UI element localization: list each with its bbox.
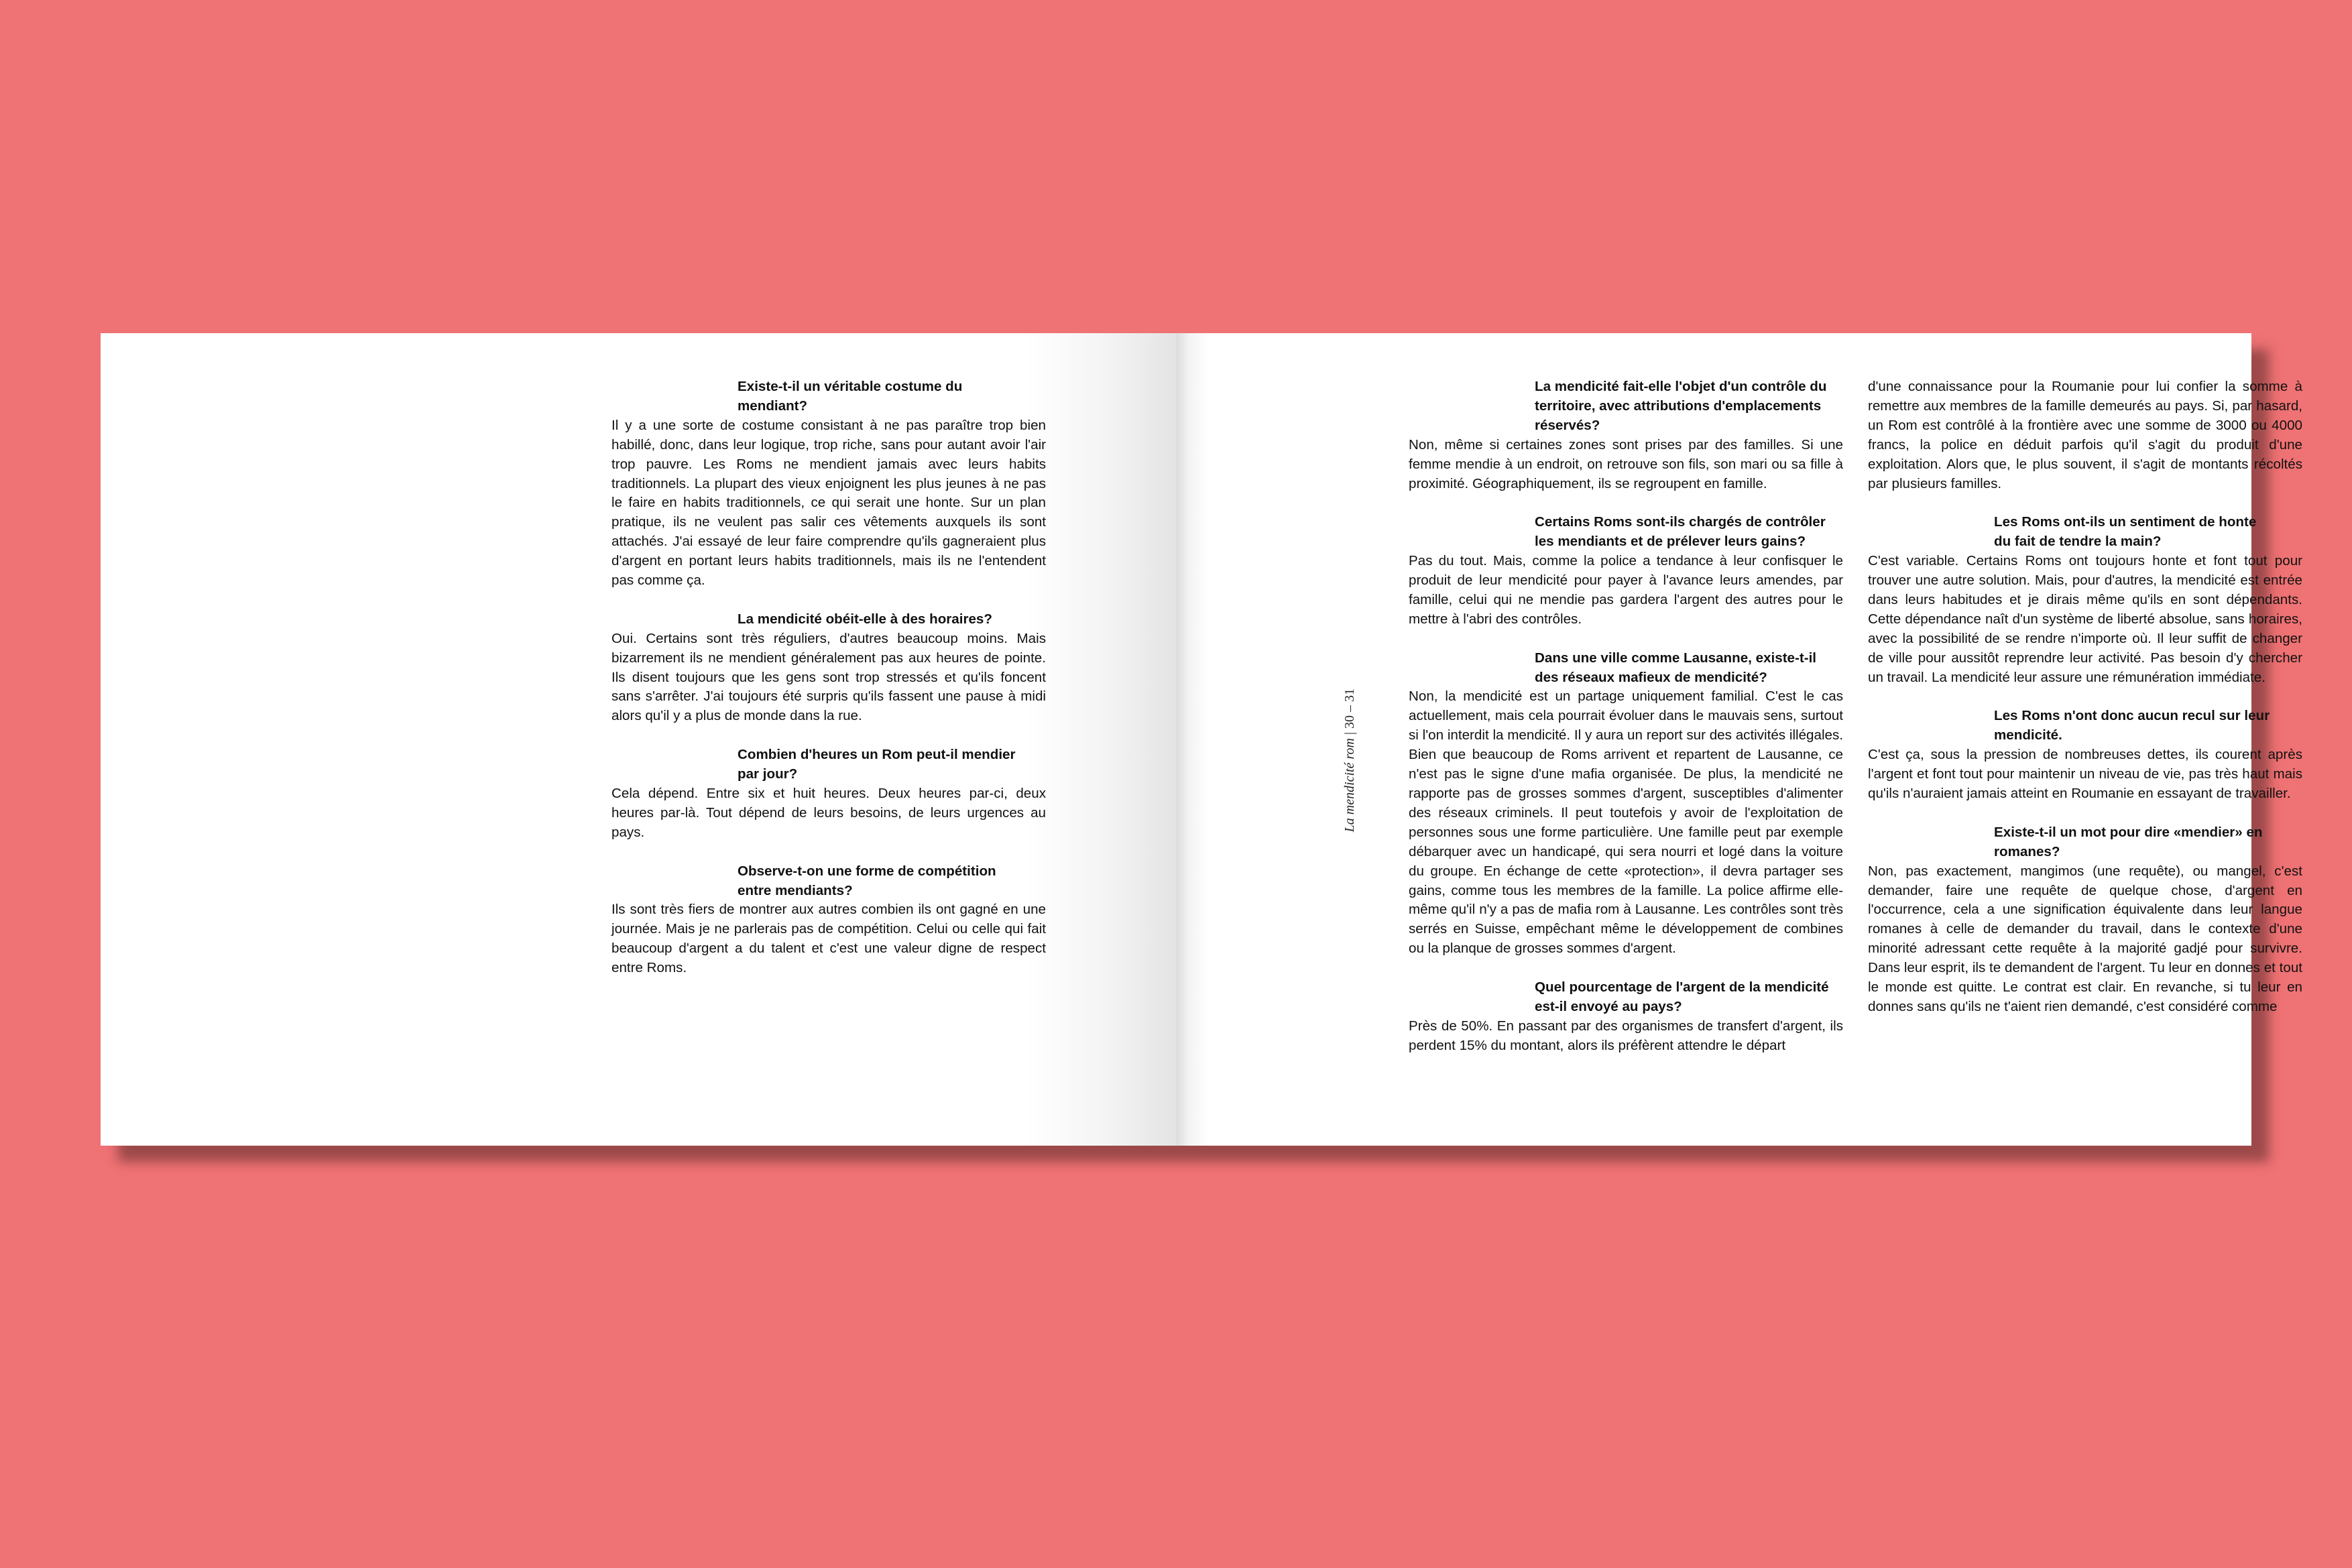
right-page: [1176, 333, 2302, 1146]
answer-paragraph: C'est variable. Certains Roms ont toujours honte et font tout pour trouver une autre solution. Mais, pour d'autres, la mendicité est entrée dans leurs habitudes et je dirais même qu'ils en sont dépendants. Cette dépendance naît d'un système de liberté absolue, sans horaires, avec la possibilité de se rendre n'importe où. Il leur suffit de changer de ville pour aussitôt reprendre leur activité. Pas besoin d'y chercher un travail. La mendicité leur assure une rémunération immédiate.: [1868, 553, 2302, 685]
question-heading: Existe-t-il un véritable costume du mendiant?: [738, 379, 963, 414]
question-heading: La mendicité fait-elle l'objet d'un contrôle du territoire, avec attributions d'emplacements réservés?: [1535, 379, 1827, 433]
running-title: La mendicité rom: [1342, 738, 1357, 833]
question-heading: Quel pourcentage de l'argent de la mendicité est-il envoyé au pays?: [1535, 979, 1829, 1014]
answer-paragraph: d'une connaissance pour la Roumanie pour lui confier la somme à remettre aux membres de la famille demeurés au pays. Si, par hasard, un Rom est contrôlé à la frontière avec une somme de 3000 ou 4000 francs, la police en déduit parfois qu'il s'agit du produit d'une exploitation. Alors que, le plus souvent, il s'agit de montants récoltés par plusieurs familles.: [1868, 379, 2302, 491]
answer-paragraph: Cela dépend. Entre six et huit heures. Deux heures par-ci, deux heures par-là. Tout dépend de leurs besoins, de leurs urgences au pays.: [611, 786, 1046, 840]
question-heading: Existe-t-il un mot pour dire «mendier» en romanes?: [1994, 824, 2263, 859]
answer-paragraph: Non, la mendicité est un partage uniquement familial. C'est le cas actuellement, mais cela pourrait évoluer dans le mauvais sens, surtout si l'on interdit la mendicité. Il y aura un report sur des activités illégales. Bien que beaucoup de Roms arrivent et repartent de Lausanne, ce n'est pas le signe d'une mafia organisée. De plus, la mendicité ne rapporte pas de grosses sommes d'argent, susceptibles d'alimenter des réseaux criminels. Il peut toutefois y avoir de l'exploitation de personnes sous une forme particulière. Une famille peut par exemple débarquer avec un handicapé, qui sera nourri et logé dans la voiture du groupe. En échange de cette «protection», il devra partager ses gains, comme tous les membres de la famille. La police affirme elle-même qu'il n'y a pas de mafia rom à Lausanne. Les contrôles sont très serrés en Suisse, empêchant même le développement de combines ou la planque de grosses sommes d'argent.: [1409, 688, 1843, 957]
answer-paragraph: Près de 50%. En passant par des organismes de transfert d'argent, ils perdent 15% du montant, alors ils préfèrent attendre le départ: [1409, 1018, 1843, 1053]
running-footer: [1342, 688, 1358, 957]
answer-paragraph: Il y a une sorte de costume consistant à ne pas paraître trop bien habillé, donc, dans leur logique, trop riche, sans pour autant avoir l'air trop pauvre. Les Roms ne mendient jamais avec leurs habits traditionnels. La plupart des vieux enjoignent les plus jeunes à ne pas le faire en habits traditionnels, ce qui serait une honte. Sur un plan pratique, ils ne veulent pas salir ces vêtements auxquels ils sont attachés. J'ai essayé de leur faire comprendre qu'ils gagneraient plus d'argent en portant leurs habits traditionnels, mais ils ne l'entendent pas comme ça.: [611, 417, 1046, 589]
question-heading: Dans une ville comme Lausanne, existe-t-il des réseaux mafieux de mendicité?: [1535, 650, 1817, 685]
answer-paragraph: Ils sont très fiers de montrer aux autres combien ils ont gagné en une journée. Mais je ne parlerais pas de compétition. Celui ou celle qui fait beaucoup d'argent a du talent et c'est une valeur digne de respect entre Roms.: [611, 902, 1046, 976]
left-column: [611, 377, 1046, 998]
answer-paragraph: C'est ça, sous la pression de nombreuses dettes, ils courent après l'argent et font tout pour maintenir un niveau de vie, pas très haut mais qu'ils n'auraient jamais atteint en Roumanie en essayant de travailler.: [1868, 747, 2302, 801]
left-page: [101, 333, 1176, 1146]
page-numbers: 30 – 31: [1342, 688, 1357, 729]
answer-paragraph: Non, pas exactement, mangimos (une requête), ou mangel, c'est demander, faire une requête de quelque chose, d'argent en l'occurrence, cela a une signification équivalente dans leur langue romanes à celle de demander du travail, dans le contexte d'une minorité adressant cette requête à la majorité gadjé pour survivre. Dans leur esprit, ils te demandent de l'argent. Tu leur en donnes et tout le monde est quitte. Le contrat est clair. En revanche, si tu leur en donnes sans qu'ils ne t'aient rien demandé, c'est considéré comme: [1868, 863, 2302, 1014]
question-heading: Combien d'heures un Rom peut-il mendier par jour?: [738, 747, 1016, 782]
right-column-1: [1409, 377, 1843, 1075]
answer-paragraph: Oui. Certains sont très réguliers, d'autres beaucoup moins. Mais bizarrement ils ne mendient généralement pas aux heures de pointe. Ils disent toujours que les gens sont trop stressés et qu'ils foncent sans s'arrêter. J'ai toujours été surpris qu'ils fassent une pause à midi alors qu'il y a plus de monde dans la rue.: [611, 630, 1046, 724]
answer-paragraph: Pas du tout. Mais, comme la police a tendance à leur confisquer le produit de leur mendicité pour payer à l'avance leurs amendes, par famille, celui qui ne mendie pas gardera l'argent des autres pour le mettre à l'abri des contrôles.: [1409, 553, 1843, 627]
book-spread: [101, 333, 2302, 1146]
question-heading: La mendicité obéit-elle à des horaires?: [738, 611, 992, 627]
question-heading: Les Roms n'ont donc aucun recul sur leur mendicité.: [1994, 708, 2270, 743]
question-heading: Observe-t-on une forme de compétition entre mendiants?: [738, 863, 996, 898]
right-column-2: [1868, 377, 2302, 1036]
folio-separator: |: [1342, 732, 1357, 735]
answer-paragraph: Non, même si certaines zones sont prises par des familles. Si une femme mendie à un endroit, on retrouve son fils, son mari ou sa fille à proximité. Géographiquement, ils se regroupent en famille.: [1409, 436, 1843, 491]
question-heading: Les Roms ont-ils un sentiment de honte du fait de tendre la main?: [1994, 514, 2257, 550]
question-heading: Certains Roms sont-ils chargés de contrôler les mendiants et de prélever leurs gains?: [1535, 514, 1826, 550]
